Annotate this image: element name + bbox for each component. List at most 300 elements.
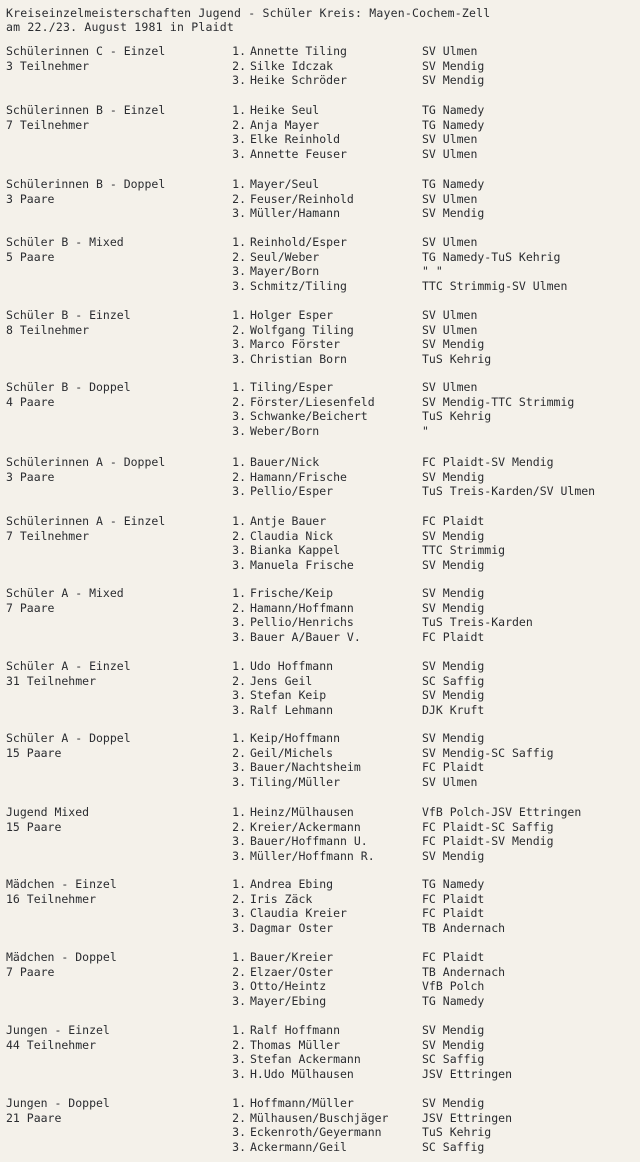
- placement: 3.: [232, 543, 246, 558]
- club-name: SV Ulmen: [422, 191, 478, 206]
- participant-count: 4 Paare: [6, 394, 55, 409]
- placement: 3.: [232, 848, 246, 863]
- placement: 2.: [232, 469, 246, 484]
- result-row: [230, 745, 554, 761]
- club-name: SV Ulmen: [422, 322, 478, 337]
- player-name: Bianka Kappel: [250, 543, 341, 558]
- result-row: [230, 964, 506, 980]
- header-title: Kreiseinzelmeisterschaften Jugend - Schüler Kreis: Mayen-Cochem-Zell: [6, 6, 491, 20]
- result-row: [230, 557, 485, 573]
- club-name: TuS Treis-Karden: [422, 615, 533, 630]
- player-name: Müller/Hoffmann R.: [250, 848, 375, 863]
- result-row: [230, 906, 485, 921]
- club-name: TuS Kehrig: [422, 351, 492, 366]
- player-name: Geil/Michels: [250, 745, 334, 760]
- player-name: Iris Zäck: [250, 891, 313, 906]
- player-name: Annette Feuser: [250, 146, 347, 161]
- placement: 1.: [232, 659, 246, 673]
- placement: 2.: [232, 964, 246, 979]
- club-name: FC Plaidt: [422, 891, 485, 906]
- placement: 3.: [232, 993, 246, 1008]
- results-table: [230, 1023, 513, 1081]
- placement: 3.: [232, 774, 246, 789]
- result-row: [230, 380, 478, 395]
- club-name: FC Plaidt: [422, 906, 485, 921]
- player-name: H.Udo Mülhausen: [250, 1066, 354, 1081]
- club-name: SV Mendig: [422, 600, 485, 615]
- placement: 2.: [232, 745, 246, 760]
- participant-count: 21 Paare: [6, 1110, 62, 1125]
- result-row: [230, 543, 506, 558]
- placement: 3.: [232, 1125, 246, 1140]
- placement: 2.: [232, 117, 246, 132]
- result-row: [230, 586, 485, 601]
- player-name: Tiling/Müller: [250, 774, 341, 789]
- player-name: Eckenroth/Geyermann: [250, 1125, 382, 1140]
- player-name: Antje Bauer: [250, 514, 327, 528]
- category-label: [6, 586, 124, 615]
- player-name: Andrea Ebing: [250, 877, 334, 891]
- player-name: Pellio/Henrichs: [250, 615, 354, 630]
- category-label: [6, 308, 131, 337]
- result-row: [230, 73, 485, 88]
- player-name: Silke Idczak: [250, 58, 334, 73]
- results-table: [230, 103, 485, 161]
- result-row: [230, 191, 478, 207]
- club-name: TG Namedy-TuS Kehrig: [422, 249, 561, 264]
- placement: 1.: [232, 177, 246, 191]
- category-title: Schüler A - Einzel: [6, 659, 131, 673]
- club-name: TG Namedy: [422, 177, 485, 191]
- result-row: [230, 629, 485, 645]
- placement: 1.: [232, 950, 246, 964]
- club-name: FC Plaidt: [422, 629, 485, 644]
- placement: 3.: [232, 264, 246, 279]
- category-title: Schülerinnen C - Einzel: [6, 44, 166, 58]
- player-name: Otto/Heintz: [250, 979, 327, 994]
- player-name: Seul/Weber: [250, 249, 320, 264]
- result-row: [230, 891, 485, 907]
- player-name: Udo Hoffmann: [250, 659, 334, 673]
- club-name: " ": [422, 264, 443, 279]
- player-name: Tiling/Esper: [250, 380, 334, 394]
- player-name: Mayer/Born: [250, 264, 320, 279]
- placement: 3.: [232, 484, 246, 499]
- club-name: DJK Kruft: [422, 702, 485, 717]
- placement: 3.: [232, 557, 246, 572]
- result-row: [230, 702, 485, 718]
- club-name: TuS Kehrig: [422, 409, 492, 424]
- results-table: [230, 950, 506, 1008]
- result-row: [230, 1052, 485, 1067]
- result-row: [230, 979, 485, 994]
- club-name: SV Mendig: [422, 1023, 485, 1037]
- participant-count: 5 Paare: [6, 249, 55, 264]
- result-row: [230, 1023, 485, 1038]
- club-name: SC Saffig: [422, 673, 485, 688]
- player-name: Feuser/Reinhold: [250, 191, 354, 206]
- category-label: [6, 805, 89, 834]
- participant-count: 3 Paare: [6, 191, 55, 206]
- club-name: VfB Polch: [422, 979, 485, 994]
- player-name: Jens Geil: [250, 673, 313, 688]
- category-title: Schüler A - Doppel: [6, 731, 131, 745]
- player-name: Mülhausen/Buschjäger: [250, 1110, 389, 1125]
- club-name: SV Mendig: [422, 206, 485, 221]
- result-row: [230, 146, 478, 162]
- result-row: [230, 117, 485, 133]
- result-row: [230, 819, 554, 835]
- player-name: Christian Born: [250, 351, 347, 366]
- result-row: [230, 455, 554, 470]
- player-name: Bauer/Kreier: [250, 950, 334, 964]
- category-label: [6, 44, 165, 73]
- participant-count: 7 Teilnehmer: [6, 528, 90, 543]
- participant-count: 31 Teilnehmer: [6, 673, 97, 688]
- result-row: [230, 805, 582, 820]
- player-name: Marco Förster: [250, 337, 341, 352]
- club-name: TuS Treis-Karden/SV Ulmen: [422, 484, 596, 499]
- club-name: SV Mendig: [422, 688, 485, 703]
- placement: 3.: [232, 146, 246, 161]
- participant-count: 7 Paare: [6, 964, 55, 979]
- club-name: SV Ulmen: [422, 146, 478, 161]
- player-name: Keip/Hoffmann: [250, 731, 341, 745]
- club-name: SV Mendig: [422, 1037, 485, 1052]
- player-name: Holger Esper: [250, 308, 334, 322]
- placement: 3.: [232, 73, 246, 88]
- placement: 1.: [232, 805, 246, 819]
- player-name: Elzaer/Oster: [250, 964, 334, 979]
- results-table: [230, 1096, 513, 1154]
- result-row: [230, 673, 485, 689]
- result-row: [230, 484, 596, 499]
- club-name: SV Mendig: [422, 528, 485, 543]
- placement: 2.: [232, 1110, 246, 1125]
- player-name: Ackermann/Geil: [250, 1139, 347, 1154]
- player-name: Pellio/Esper: [250, 484, 334, 499]
- result-row: [230, 848, 485, 864]
- result-row: [230, 731, 485, 746]
- club-name: SV Mendig: [422, 337, 485, 352]
- result-row: [230, 877, 485, 892]
- result-row: [230, 249, 561, 265]
- participant-count: 15 Paare: [6, 745, 62, 760]
- result-row: [230, 351, 492, 367]
- placement: 2.: [232, 891, 246, 906]
- player-name: Stefan Keip: [250, 688, 327, 703]
- result-row: [230, 308, 478, 323]
- placement: 3.: [232, 688, 246, 703]
- club-name: TuS Kehrig: [422, 1125, 492, 1140]
- category-label: [6, 514, 165, 543]
- player-name: Förster/Liesenfeld: [250, 394, 375, 409]
- club-name: FC Plaidt: [422, 950, 485, 964]
- category-title: Schüler B - Einzel: [6, 308, 131, 322]
- placement: 3.: [232, 206, 246, 221]
- placement: 3.: [232, 423, 246, 438]
- placement: 1.: [232, 514, 246, 528]
- player-name: Anja Mayer: [250, 117, 320, 132]
- results-table: [230, 235, 568, 293]
- category-label: [6, 455, 165, 484]
- results-table: [230, 586, 533, 644]
- result-row: [230, 1037, 485, 1053]
- club-name: JSV Ettringen: [422, 1066, 513, 1081]
- player-name: Bauer/Hoffmann U.: [250, 834, 368, 849]
- document-header: [6, 6, 490, 34]
- club-name: SV Mendig: [422, 469, 485, 484]
- category-title: Schülerinnen A - Einzel: [6, 514, 166, 528]
- player-name: Claudia Nick: [250, 528, 334, 543]
- player-name: Wolfgang Tiling: [250, 322, 354, 337]
- player-name: Claudia Kreier: [250, 906, 347, 921]
- category-title: Schülerinnen B - Doppel: [6, 177, 166, 191]
- club-name: SV Ulmen: [422, 308, 478, 322]
- club-name: TTC Strimmig: [422, 543, 506, 558]
- results-table: [230, 805, 582, 863]
- player-name: Ralf Hoffmann: [250, 1023, 341, 1037]
- player-name: Bauer/Nick: [250, 455, 320, 469]
- category-title: Schüler B - Doppel: [6, 380, 131, 394]
- results-table: [230, 455, 596, 499]
- result-row: [230, 1066, 513, 1082]
- club-name: VfB Polch-JSV Ettringen: [422, 805, 582, 819]
- result-row: [230, 993, 485, 1009]
- player-name: Elke Reinhold: [250, 132, 341, 147]
- result-row: [230, 1139, 485, 1155]
- category-label: [6, 177, 165, 206]
- player-name: Thomas Müller: [250, 1037, 341, 1052]
- result-row: [230, 1110, 513, 1126]
- participant-count: 44 Teilnehmer: [6, 1037, 97, 1052]
- club-name: JSV Ettringen: [422, 1110, 513, 1125]
- club-name: SV Mendig: [422, 1096, 485, 1110]
- placement: 3.: [232, 1066, 246, 1081]
- category-title: Mädchen - Einzel: [6, 877, 117, 891]
- club-name: SV Ulmen: [422, 774, 478, 789]
- category-title: Schüler A - Mixed: [6, 586, 124, 600]
- player-name: Frische/Keip: [250, 586, 334, 600]
- placement: 2.: [232, 58, 246, 73]
- category-title: Jungen - Doppel: [6, 1096, 110, 1110]
- club-name: SV Mendig: [422, 557, 485, 572]
- placement: 3.: [232, 760, 246, 775]
- club-name: SV Mendig: [422, 73, 485, 88]
- player-name: Heike Schröder: [250, 73, 347, 88]
- category-label: [6, 1096, 110, 1125]
- category-title: Schülerinnen A - Doppel: [6, 455, 166, 469]
- player-name: Kreier/Ackermann: [250, 819, 361, 834]
- club-name: FC Plaidt-SC Saffig: [422, 819, 554, 834]
- results-table: [230, 308, 492, 366]
- club-name: FC Plaidt: [422, 760, 485, 775]
- club-name: TB Andernach: [422, 920, 506, 935]
- result-row: [230, 834, 554, 849]
- player-name: Heike Seul: [250, 103, 320, 117]
- placement: 1.: [232, 731, 246, 745]
- player-name: Schmitz/Tiling: [250, 278, 347, 293]
- club-name: SV Mendig: [422, 58, 485, 73]
- result-row: [230, 528, 485, 544]
- placement: 3.: [232, 702, 246, 717]
- header-date-location: am 22./23. August 1981 in Plaidt: [6, 20, 234, 34]
- club-name: SV Mendig-SC Saffig: [422, 745, 554, 760]
- placement: 1.: [232, 586, 246, 600]
- category-label: [6, 950, 117, 979]
- club-name: SV Mendig: [422, 731, 485, 745]
- player-name: Reinhold/Esper: [250, 235, 347, 249]
- placement: 1.: [232, 455, 246, 469]
- results-table: [230, 514, 506, 572]
- result-row: [230, 469, 485, 485]
- player-name: Ralf Lehmann: [250, 702, 334, 717]
- placement: 3.: [232, 132, 246, 147]
- placement: 1.: [232, 877, 246, 891]
- category-title: Jugend Mixed: [6, 805, 90, 819]
- placement: 2.: [232, 528, 246, 543]
- club-name: SV Mendig: [422, 659, 485, 673]
- result-row: [230, 615, 533, 630]
- placement: 2.: [232, 600, 246, 615]
- player-name: Mayer/Seul: [250, 177, 320, 191]
- club-name: TG Namedy: [422, 117, 485, 132]
- result-row: [230, 688, 485, 703]
- placement: 3.: [232, 979, 246, 994]
- category-label: [6, 659, 131, 688]
- result-row: [230, 264, 443, 279]
- placement: 1.: [232, 308, 246, 322]
- placement: 1.: [232, 1096, 246, 1110]
- player-name: Mayer/Ebing: [250, 993, 327, 1008]
- club-name: TB Andernach: [422, 964, 506, 979]
- result-row: [230, 103, 485, 118]
- placement: 3.: [232, 920, 246, 935]
- result-row: [230, 409, 492, 424]
- placement: 3.: [232, 351, 246, 366]
- placement: 2.: [232, 394, 246, 409]
- placement: 2.: [232, 1037, 246, 1052]
- player-name: Heinz/Mülhausen: [250, 805, 354, 819]
- placement: 2.: [232, 322, 246, 337]
- placement: 3.: [232, 1052, 246, 1067]
- club-name: SV Ulmen: [422, 235, 478, 249]
- result-row: [230, 132, 478, 147]
- participant-count: 3 Paare: [6, 469, 55, 484]
- participant-count: 15 Paare: [6, 819, 62, 834]
- player-name: Hamann/Frische: [250, 469, 347, 484]
- category-label: [6, 235, 124, 264]
- player-name: Annette Tiling: [250, 44, 347, 58]
- placement: 3.: [232, 278, 246, 293]
- result-row: [230, 423, 429, 439]
- results-table: [230, 177, 485, 221]
- placement: 3.: [232, 1139, 246, 1154]
- club-name: FC Plaidt: [422, 514, 485, 528]
- participant-count: 8 Teilnehmer: [6, 322, 90, 337]
- placement: 1.: [232, 103, 246, 117]
- participant-count: 7 Teilnehmer: [6, 117, 90, 132]
- result-row: [230, 394, 575, 410]
- category-title: Schülerinnen B - Einzel: [6, 103, 166, 117]
- placement: 2.: [232, 819, 246, 834]
- club-name: TTC Strimmig-SV Ulmen: [422, 278, 568, 293]
- category-title: Mädchen - Doppel: [6, 950, 117, 964]
- club-name: SV Ulmen: [422, 380, 478, 394]
- participant-count: 3 Teilnehmer: [6, 58, 90, 73]
- player-name: Weber/Born: [250, 423, 320, 438]
- placement: 1.: [232, 235, 246, 249]
- placement: 2.: [232, 249, 246, 264]
- placement: 1.: [232, 1023, 246, 1037]
- player-name: Bauer A/Bauer V.: [250, 629, 361, 644]
- player-name: Stefan Ackermann: [250, 1052, 361, 1067]
- category-title: Schüler B - Mixed: [6, 235, 124, 249]
- result-row: [230, 600, 485, 616]
- placement: 3.: [232, 615, 246, 630]
- category-title: Jungen - Einzel: [6, 1023, 110, 1037]
- player-name: Hamann/Hoffmann: [250, 600, 354, 615]
- result-row: [230, 206, 485, 221]
- placement: 3.: [232, 834, 246, 849]
- result-row: [230, 760, 485, 775]
- result-row: [230, 177, 485, 192]
- player-name: Schwanke/Beichert: [250, 409, 368, 424]
- result-row: [230, 514, 485, 529]
- result-row: [230, 278, 568, 294]
- player-name: Bauer/Nachtsheim: [250, 760, 361, 775]
- club-name: SV Mendig: [422, 848, 485, 863]
- club-name: SC Saffig: [422, 1052, 485, 1067]
- placement: 2.: [232, 191, 246, 206]
- club-name: ": [422, 423, 429, 438]
- results-table: [230, 659, 485, 717]
- results-table: [230, 731, 554, 789]
- club-name: FC Plaidt-SV Mendig: [422, 834, 554, 849]
- category-label: [6, 380, 131, 409]
- club-name: TG Namedy: [422, 103, 485, 117]
- placement: 1.: [232, 380, 246, 394]
- player-name: Dagmar Oster: [250, 920, 334, 935]
- placement: 3.: [232, 629, 246, 644]
- placement: 1.: [232, 44, 246, 58]
- club-name: SV Mendig: [422, 586, 485, 600]
- club-name: SV Ulmen: [422, 132, 478, 147]
- club-name: TG Namedy: [422, 877, 485, 891]
- results-table: [230, 877, 506, 935]
- result-row: [230, 1125, 492, 1140]
- category-label: [6, 731, 131, 760]
- result-row: [230, 322, 478, 338]
- club-name: SC Saffig: [422, 1139, 485, 1154]
- placement: 3.: [232, 906, 246, 921]
- category-label: [6, 1023, 110, 1052]
- club-name: FC Plaidt-SV Mendig: [422, 455, 554, 469]
- participant-count: 7 Paare: [6, 600, 55, 615]
- result-row: [230, 235, 478, 250]
- result-row: [230, 920, 506, 936]
- result-row: [230, 659, 485, 674]
- category-label: [6, 877, 117, 906]
- player-name: Müller/Hamann: [250, 206, 341, 221]
- results-table: [230, 44, 485, 88]
- club-name: TG Namedy: [422, 993, 485, 1008]
- player-name: Manuela Frische: [250, 557, 354, 572]
- result-row: [230, 337, 485, 352]
- placement: 3.: [232, 337, 246, 352]
- club-name: SV Mendig-TTC Strimmig: [422, 394, 575, 409]
- result-row: [230, 58, 485, 74]
